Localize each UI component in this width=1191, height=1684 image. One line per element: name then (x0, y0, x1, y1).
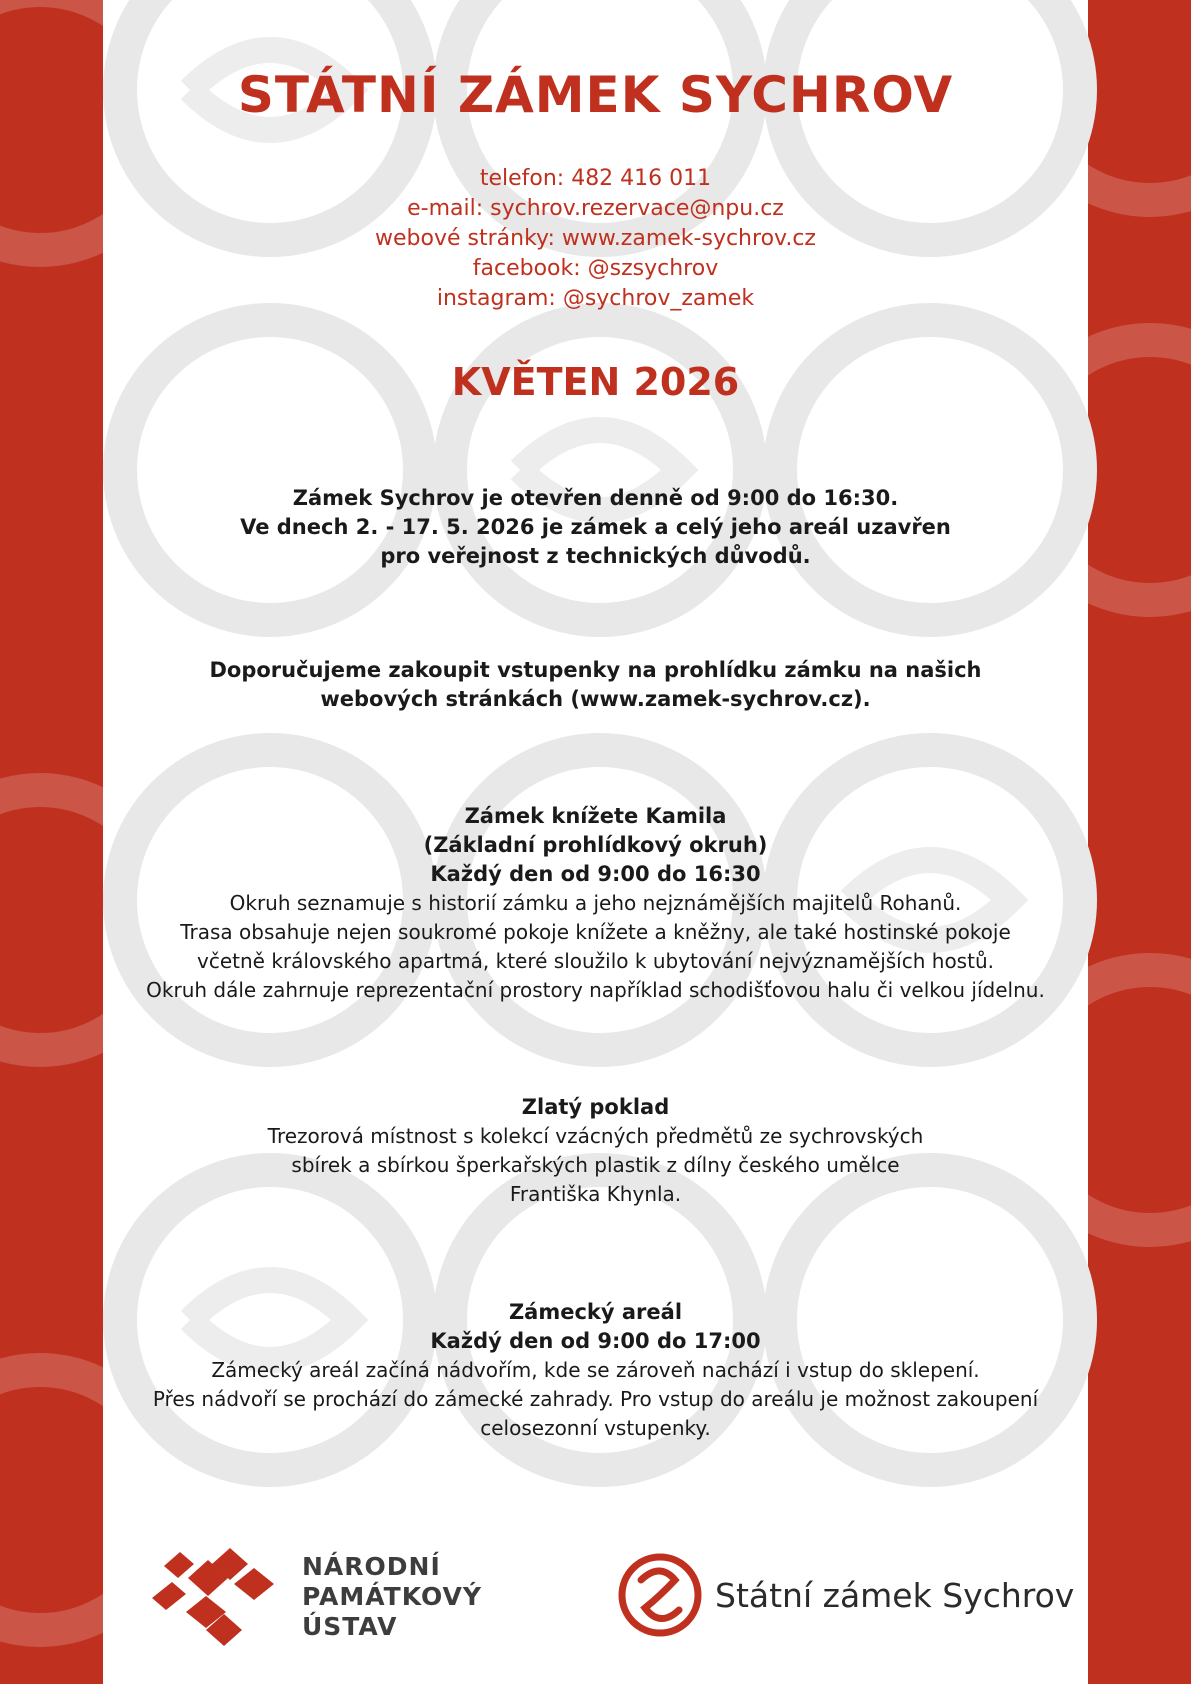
section-subheading: (Základní prohlídkový okruh) (423, 833, 768, 857)
section-tour-prince-kamil (103, 802, 1088, 1005)
month-heading: KVĚTEN 2026 (451, 360, 740, 404)
section-heading: Zlatý poklad (521, 1095, 670, 1119)
castle-emblem-icon (615, 1550, 705, 1640)
ticket-recommendation (103, 656, 1088, 714)
section-text-line: Okruh seznamuje s historií zámku a jeho nejznámějších majitelů Rohanů. (229, 891, 962, 915)
section-text-line: Trasa obsahuje nejen soukromé pokoje knížete a kněžny, ale také hostinské pokoje (180, 920, 1011, 944)
section-castle-grounds (103, 1298, 1088, 1443)
section-text-line: celosezonní vstupenky. (480, 1416, 711, 1440)
castle-logo-text: Státní zámek Sychrov (715, 1576, 1075, 1615)
section-text-line: Okruh dále zahrnuje reprezentační prostory například schodišťovou halu či velkou jídelnu. (146, 978, 1045, 1002)
npu-logo (150, 1540, 490, 1650)
contact-phone[interactable]: telefon: 482 416 011 (479, 166, 712, 191)
page-title: STÁTNÍ ZÁMEK SYCHROV (237, 66, 954, 124)
section-text-line: Františka Khynla. (509, 1182, 682, 1206)
section-heading: Zámecký areál (508, 1300, 683, 1324)
notice-line: pro veřejnost z technických důvodů. (380, 544, 811, 568)
contact-facebook[interactable]: facebook: @szsychrov (472, 256, 719, 281)
section-text-line: Přes nádvoří se prochází do zámecké zahrady. Pro vstup do areálu je možnost zakoupení (152, 1387, 1039, 1411)
contact-website[interactable]: webové stránky: www.zamek-sychrov.cz (375, 226, 816, 251)
left-red-bar (0, 0, 103, 1684)
section-heading: Zámek knížete Kamila (464, 804, 727, 828)
section-text-line: včetně královského apartmá, které sloužilo k ubytování nejvýznamějších hostů. (197, 949, 994, 973)
page-content (103, 0, 1088, 1684)
npu-line: ÚSTAV (302, 1612, 398, 1641)
npu-line: PAMÁTKOVÝ (302, 1582, 482, 1611)
npu-line: NÁRODNÍ (302, 1552, 441, 1581)
notice-line: Zámek Sychrov je otevřen denně od 9:00 do 16:30. (292, 486, 899, 510)
section-golden-treasure (103, 1093, 1088, 1209)
recommendation-line: webových stránkách (www.zamek-sychrov.cz). (320, 687, 871, 711)
contact-email[interactable]: e-mail: sychrov.rezervace@npu.cz (407, 196, 784, 221)
castle-logo (615, 1550, 1075, 1640)
recommendation-line: Doporučujeme zakoupit vstupenky na prohlídku zámku na našich (209, 658, 982, 682)
npu-emblem-icon (150, 1540, 280, 1650)
right-red-bar (1088, 0, 1191, 1684)
npu-text (302, 1552, 482, 1642)
notice-line: Ve dnech 2. - 17. 5. 2026 je zámek a celý jeho areál uzavřen (240, 515, 951, 539)
section-hours: Každý den od 9:00 do 17:00 (430, 1329, 761, 1353)
opening-notice (103, 484, 1088, 571)
section-hours: Každý den od 9:00 do 16:30 (430, 862, 761, 886)
section-text-line: sbírek a sbírkou šperkařských plastik z dílny českého umělce (291, 1153, 900, 1177)
contact-list (103, 164, 1088, 314)
contact-instagram[interactable]: instagram: @sychrov_zamek (436, 286, 755, 311)
section-text-line: Trezorová místnost s kolekcí vzácných předmětů ze sychrovských (267, 1124, 924, 1148)
section-text-line: Zámecký areál začíná nádvořím, kde se zároveň nachází i vstup do sklepení. (211, 1358, 980, 1382)
